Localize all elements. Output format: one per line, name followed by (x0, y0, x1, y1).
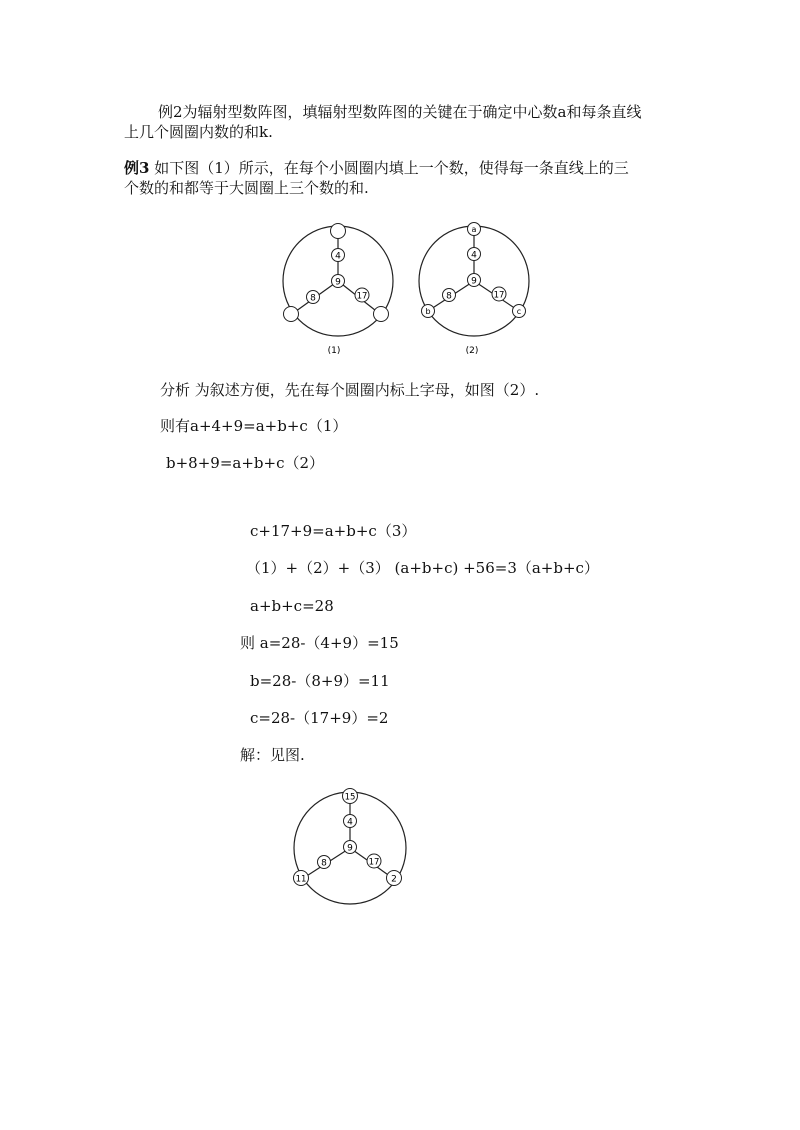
example3-line-2: 个数的和都等于大圆圈上三个数的和. (124, 179, 369, 197)
node-upper (332, 249, 345, 262)
figure-1 (278, 220, 398, 360)
equation-1: 则有a+4+9=a+b+c（1） (160, 417, 348, 435)
node-lower-right (355, 288, 369, 302)
svg-text:17: 17 (368, 857, 380, 868)
equation-8: c=28-（17+9）=2 (250, 709, 389, 727)
svg-text:9: 9 (335, 277, 341, 288)
example3-text-1: 如下图（1）所示，在每个小圆圈内填上一个数，使得每一条直线上的三 (149, 159, 629, 177)
node-top (331, 224, 346, 239)
node-lower-right (367, 854, 381, 868)
svg-text:11: 11 (295, 874, 307, 885)
answer-line: 解：见图. (240, 746, 305, 764)
svg-text:b: b (425, 307, 431, 316)
node-lower-right (492, 287, 506, 301)
svg-text:8: 8 (310, 293, 316, 304)
equation-4: （1）+（2）+（3） (a+b+c) +56=3（a+b+c） (246, 559, 599, 577)
equation-7: b=28-（8+9）=11 (250, 672, 390, 690)
equation-5: a+b+c=28 (250, 597, 334, 615)
node-upper (468, 248, 481, 261)
node-top (468, 223, 481, 236)
svg-text:9: 9 (347, 843, 353, 854)
intro-line-2: 上几个圆圈内数的和k. (124, 123, 273, 141)
example3-label: 例3 (124, 159, 150, 177)
node-lower-left (307, 291, 320, 304)
svg-text:2: 2 (391, 874, 397, 885)
node-lower-left (443, 289, 456, 302)
example3-line-1 (124, 158, 629, 178)
equation-6: 则 a=28-（4+9）=15 (240, 634, 399, 652)
node-right (387, 871, 402, 886)
analysis-line: 分析 为叙述方便，先在每个圆圈内标上字母，如图（2）. (160, 381, 540, 399)
node-left (422, 305, 435, 318)
svg-text:9: 9 (471, 276, 477, 287)
figure-solution (290, 786, 410, 916)
node-right (374, 307, 389, 322)
intro-line-1: 例2为辐射型数阵图，填辐射型数阵图的关键在于确定中心数a和每条直线 (158, 103, 642, 121)
svg-text:17: 17 (493, 290, 505, 301)
figure-1-caption: (1) (327, 346, 341, 356)
svg-text:8: 8 (446, 291, 452, 302)
svg-text:17: 17 (356, 291, 368, 302)
svg-text:4: 4 (471, 250, 477, 261)
equation-2: b+8+9=a+b+c（2） (166, 454, 325, 472)
node-right (513, 305, 526, 318)
node-center (468, 274, 481, 287)
figure-2 (416, 220, 536, 360)
figure-2-caption: (2) (465, 346, 479, 356)
node-center (344, 841, 357, 854)
equation-3: c+17+9=a+b+c（3） (250, 522, 417, 540)
svg-text:15: 15 (344, 792, 356, 803)
svg-text:8: 8 (321, 858, 327, 869)
svg-text:4: 4 (347, 817, 353, 828)
svg-text:a: a (471, 225, 477, 234)
svg-text:c: c (516, 307, 522, 316)
node-lower-left (318, 856, 331, 869)
node-upper (344, 815, 357, 828)
node-left (294, 871, 309, 886)
node-left (284, 307, 299, 322)
node-center (332, 275, 345, 288)
node-top (343, 789, 358, 804)
svg-text:4: 4 (335, 251, 341, 262)
